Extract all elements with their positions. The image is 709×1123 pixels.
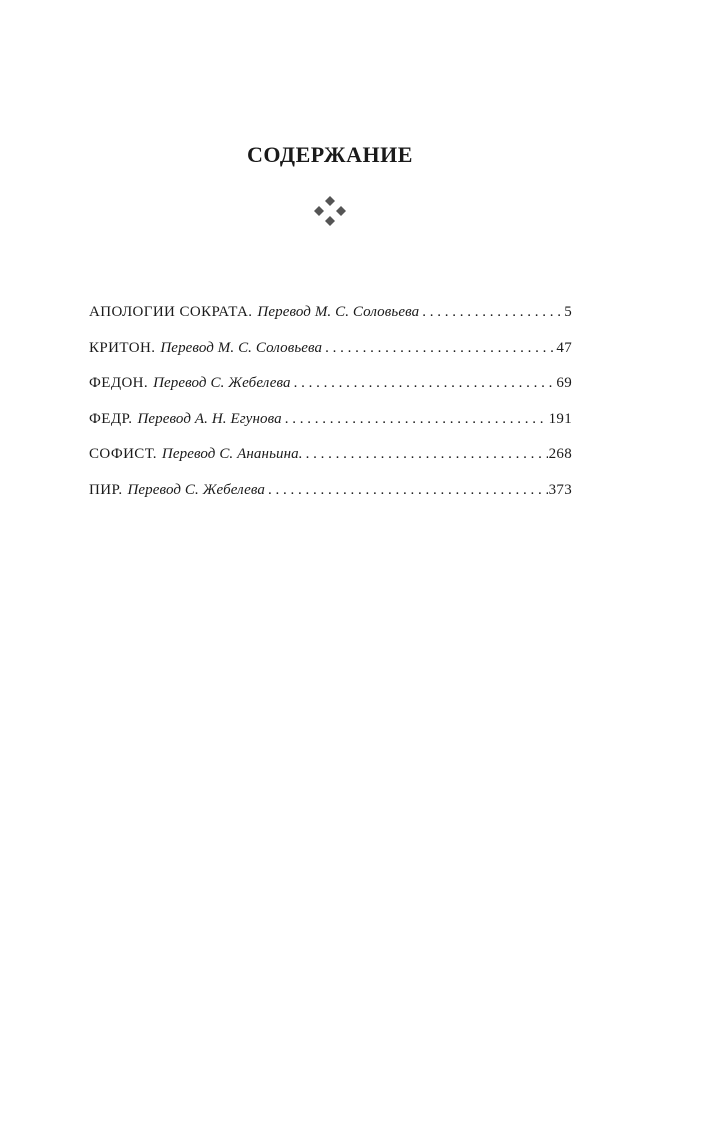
toc-entry-symposium[interactable] xyxy=(89,482,572,518)
toc-entry-sophist[interactable] xyxy=(89,446,572,482)
toc-work-title: ФЕДР. xyxy=(89,410,133,427)
toc-page-number: 47 xyxy=(556,339,572,356)
dot-leader xyxy=(422,304,563,321)
toc-work-title: ФЕДОН. xyxy=(89,375,149,392)
dot-leader xyxy=(306,446,548,463)
toc-entry-crito[interactable] xyxy=(89,340,572,376)
toc-work-title: СОФИСТ. xyxy=(89,446,157,463)
toc-page-number: 268 xyxy=(548,446,572,463)
toc-translator: Перевод С. Жебелева xyxy=(127,481,265,498)
dot-leader xyxy=(294,375,556,392)
toc-entry-phaedrus[interactable] xyxy=(89,411,572,447)
toc-entry-phaedo[interactable] xyxy=(89,375,572,411)
table-of-contents xyxy=(89,304,572,518)
toc-work-title: АПОЛОГИИ СОКРАТА. xyxy=(89,304,253,320)
toc-page-number: 373 xyxy=(548,481,572,498)
toc-translator: Перевод С. Ананьина. xyxy=(161,446,303,463)
toc-work-title: КРИТОН. xyxy=(89,339,156,356)
page-title: СОДЕРЖАНИЕ xyxy=(247,142,413,167)
toc-translator: Перевод М. С. Соловьева xyxy=(160,339,323,356)
dot-leader xyxy=(268,482,548,499)
toc-page-number: 191 xyxy=(548,410,572,427)
toc-translator: Перевод М. С. Соловьева xyxy=(257,304,420,320)
toc-page-number: 69 xyxy=(556,375,572,392)
toc-entry-apology[interactable] xyxy=(89,304,572,340)
toc-translator: Перевод А. Н. Егунова xyxy=(137,410,282,427)
toc-translator: Перевод С. Жебелева xyxy=(153,375,291,392)
toc-work-title: ПИР. xyxy=(89,481,123,498)
dot-leader xyxy=(285,411,548,428)
toc-page-number: 5 xyxy=(564,304,572,320)
four-diamond-ornament-icon xyxy=(313,196,347,226)
dot-leader xyxy=(325,340,555,357)
